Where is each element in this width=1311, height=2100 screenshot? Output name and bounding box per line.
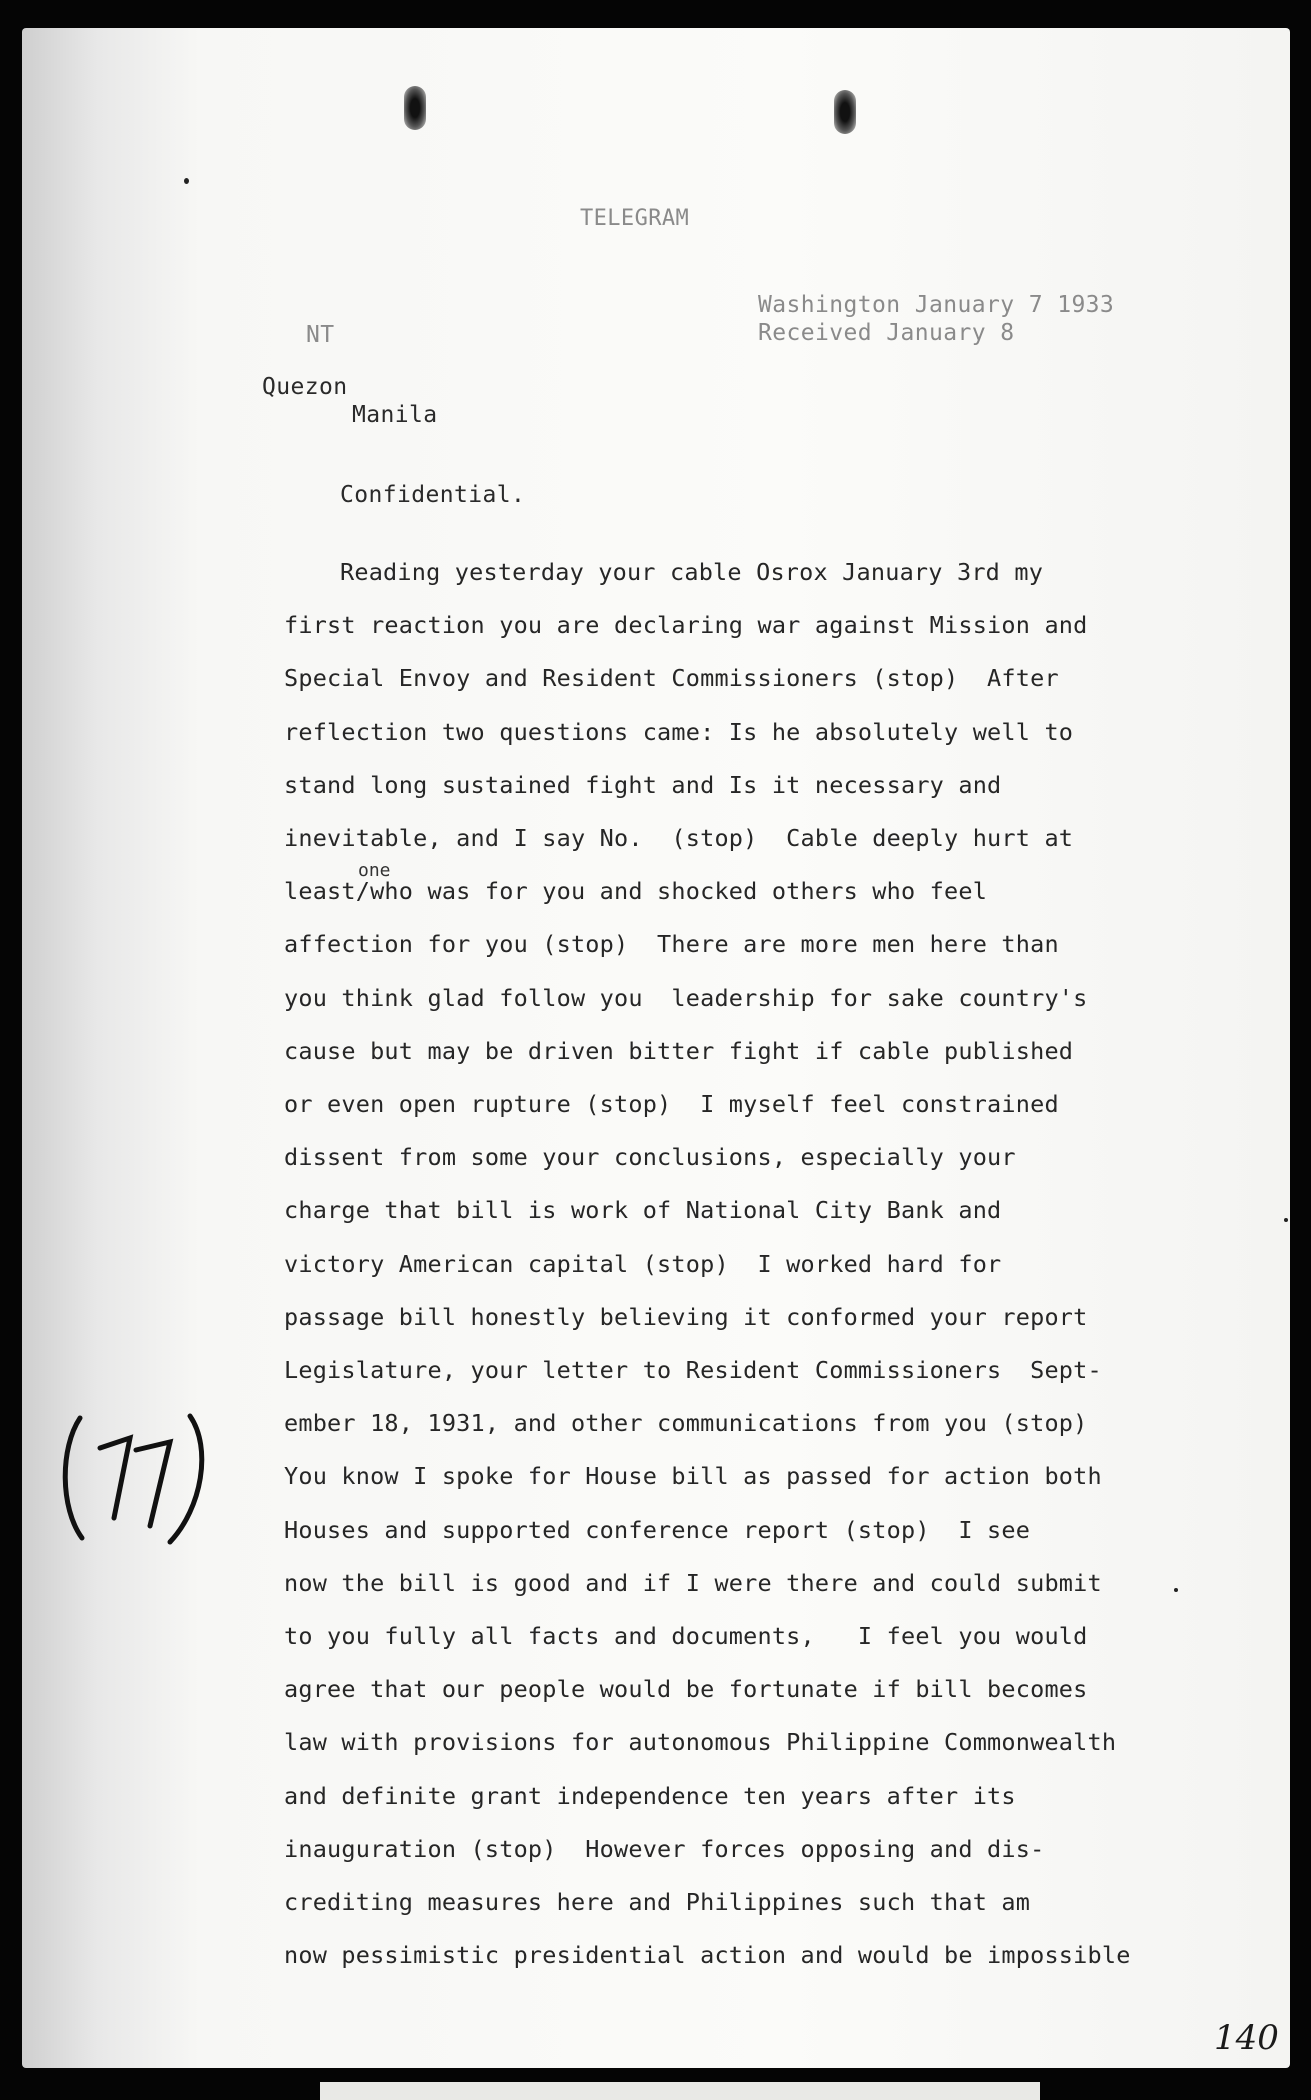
inserted-word: one <box>358 860 391 881</box>
letter-line: you think glad follow you leadership for sake country's <box>284 983 1088 1012</box>
ink-speck <box>1174 1588 1178 1592</box>
recipient-city: Manila <box>352 402 438 428</box>
letter-line: Legislature, your letter to Resident Commissioners Sept- <box>284 1356 1102 1384</box>
letter-line: Houses and supported conference report (stop) I see <box>284 1515 1031 1544</box>
letter-line: You know I spoke for House bill as passed for action both <box>284 1462 1102 1491</box>
letter-line: now pessimistic presidential action and would be impossible <box>284 1941 1131 1970</box>
telegram-code: NT <box>306 322 335 348</box>
punch-hole-left <box>404 86 426 130</box>
ink-speck <box>184 178 189 184</box>
letter-line: Reading yesterday your cable Osrox January 3rd my <box>340 558 1044 586</box>
letter-line: victory American capital (stop) I worked hard for <box>284 1249 1002 1278</box>
letter-line: cause but may be driven bitter fight if cable published <box>284 1036 1074 1065</box>
letter-line: Special Envoy and Resident Commissioners (stop) After <box>284 664 1059 693</box>
film-strip-edge <box>320 2082 1040 2100</box>
svg-text:(17): (17) <box>52 1408 55 1409</box>
place-date: Washington January 7 1933 <box>758 292 1115 318</box>
letter-line: inevitable, and I say No. (stop) Cable deeply hurt at <box>284 824 1074 852</box>
ink-speck <box>1284 1218 1288 1222</box>
telegram-header: TELEGRAM <box>580 206 690 231</box>
letter-line: ember 18, 1931, and other communications from you (stop) <box>284 1409 1088 1438</box>
letter-line: charge that bill is work of National City Bank and <box>284 1196 1002 1225</box>
letter-line: inauguration (stop) However forces opposing and dis- <box>284 1834 1045 1863</box>
letter-line: or even open rupture (stop) I myself feel constrained <box>284 1090 1059 1118</box>
letter-line: affection for you (stop) There are more men here than <box>284 930 1059 959</box>
letter-line: agree that our people would be fortunate if bill becomes <box>284 1675 1088 1704</box>
letter-line: stand long sustained fight and Is it necessary and <box>284 770 1002 799</box>
handwritten-margin-note <box>52 1408 222 1548</box>
punch-hole-right <box>834 90 856 134</box>
document-page <box>22 28 1290 2068</box>
letter-line: reflection two questions came: Is he absolutely well to <box>284 717 1074 746</box>
letter-line: crediting measures here and Philippines such that am <box>284 1888 1031 1916</box>
received-date: Received January 8 <box>758 320 1015 346</box>
letter-line: least/who was for you and shocked others who feel <box>284 877 988 906</box>
letter-line: passage bill honestly believing it conformed your report <box>284 1302 1088 1331</box>
letter-line: law with provisions for autonomous Philippine Commonwealth <box>284 1728 1117 1757</box>
recipient-name: Quezon <box>262 374 348 400</box>
letter-line: first reaction you are declaring war against Mission and <box>284 611 1088 640</box>
letter-line: dissent from some your conclusions, especially your <box>284 1143 1016 1172</box>
salutation: Confidential. <box>340 482 526 508</box>
letter-line: and definite grant independence ten years after its <box>284 1781 1016 1810</box>
page-number: 140 <box>1214 2018 1279 2058</box>
letter-line: to you fully all facts and documents, I feel you would <box>284 1622 1088 1650</box>
letter-line: now the bill is good and if I were there and could submit <box>284 1568 1102 1597</box>
